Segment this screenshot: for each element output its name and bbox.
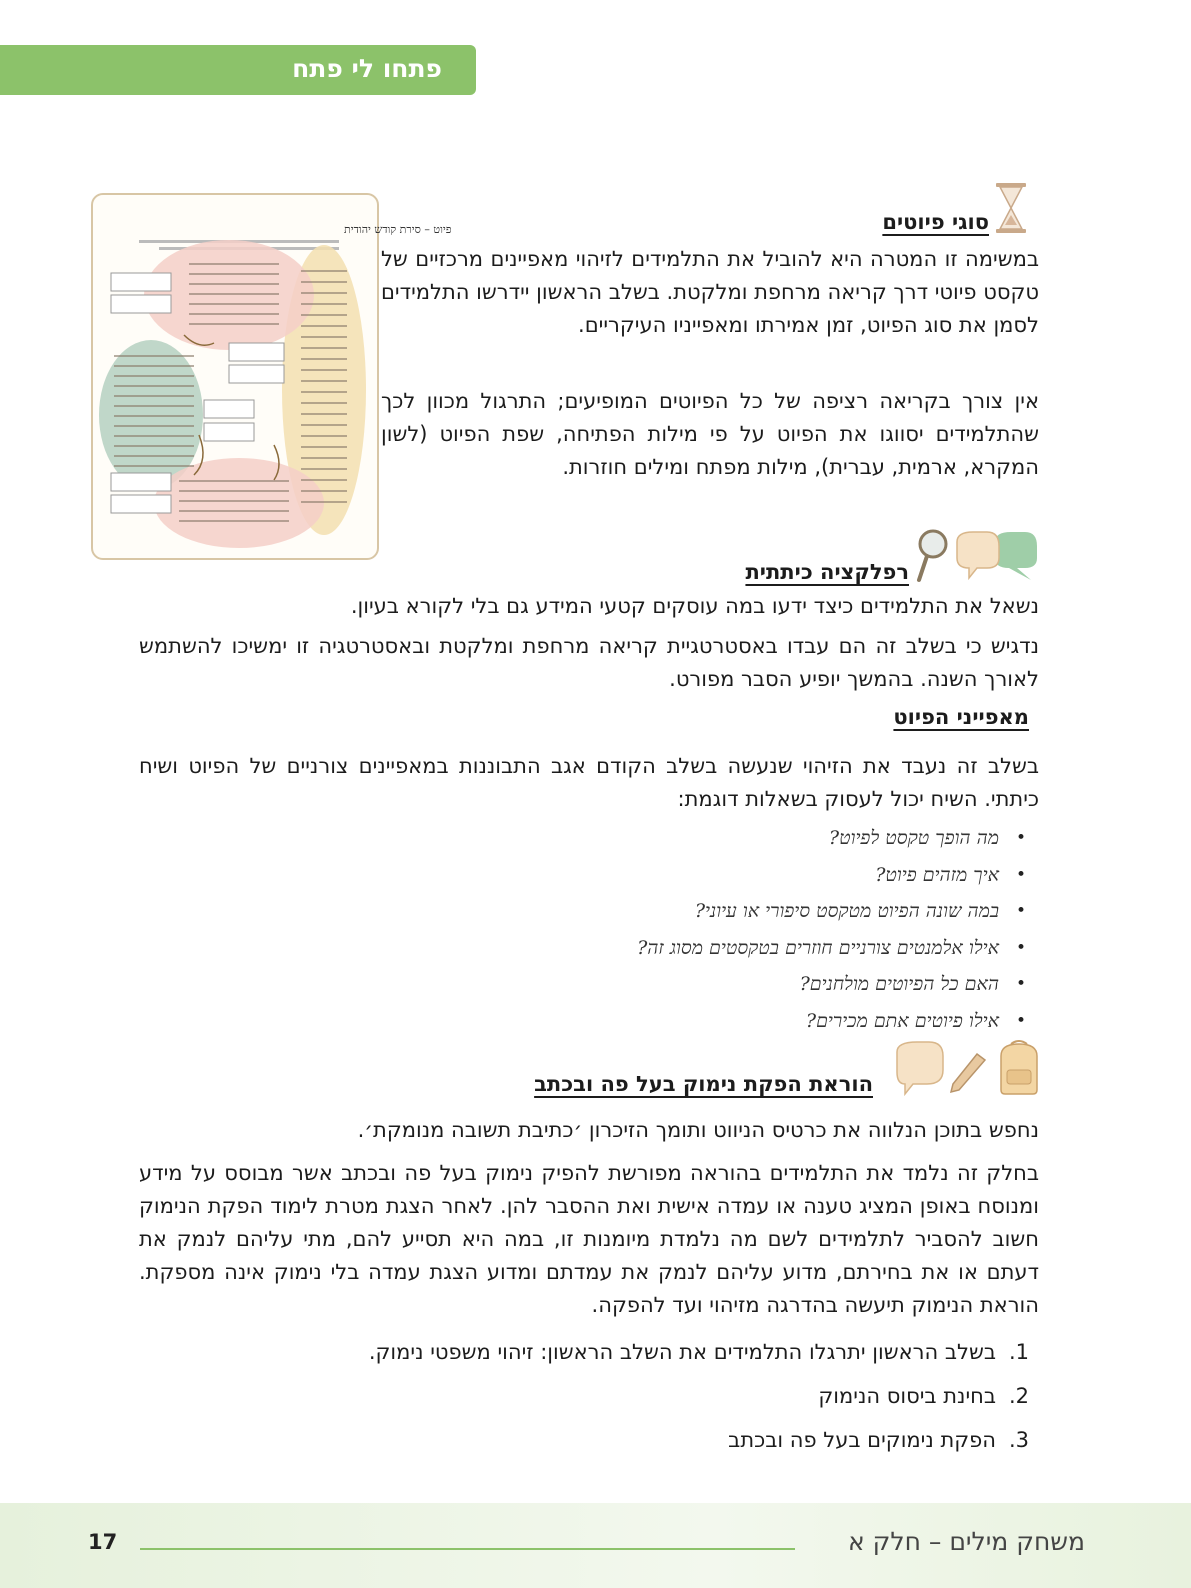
reflection-paragraph-2: נדגיש כי בשלב זה הם עבדו באסטרטגיית קריאה מרחפת ומלקטת ובאסטרטגיה זו ימשיכו להשתמש לאורך השנה. בהמשך יופיע הסבר מפורט. xyxy=(139,634,1039,691)
section-title-features: מאפייני הפיוט xyxy=(893,705,1029,729)
section-header-types xyxy=(882,182,1029,234)
speech-bubble-icon xyxy=(897,1042,943,1094)
reasoning-steps-list xyxy=(369,1336,1029,1468)
pencil-icon xyxy=(951,1054,985,1092)
hourglass-icon xyxy=(993,182,1029,234)
section-title-reasoning: הוראת הפקת נימוק בעל פה ובכתב xyxy=(534,1072,873,1096)
backpack-icon xyxy=(1001,1041,1037,1094)
worksheet-illustration xyxy=(89,195,452,562)
types-paragraph-1: במשימה זו המטרה היא להוביל את התלמידים לזיהוי מאפיינים מרכזיים של טקסט פיוטי דרך קריאה מרחפת ומלקטת. בשלב הראשון יידרשו התלמידים לסמן את סוג הפיוט, זמן אמירתו ומאפייניו העיקריים. xyxy=(380,247,1039,337)
section-header-features xyxy=(893,705,1029,729)
reasoning-icons xyxy=(877,1040,1039,1096)
step-number: 1. xyxy=(1008,1340,1029,1364)
question-item: • אילו פיוטים אתם מכירים? xyxy=(526,1005,1026,1042)
reasoning-paragraph-1: נחפש בתוכן הנלווה את כרטיס הניווט ותומך הזיכרון ׳כתיבת תשובה מנומקת׳. xyxy=(357,1118,1039,1142)
page-footer xyxy=(0,1503,1191,1588)
chapter-tab xyxy=(0,45,476,95)
step-item xyxy=(369,1336,1029,1380)
worksheet-thumbnail xyxy=(91,193,452,560)
step-number: 3. xyxy=(1008,1428,1029,1452)
speech-bubble-icon xyxy=(957,532,1037,580)
step-text: בחינת ביסוס הנימוק xyxy=(818,1384,996,1408)
section-title-types: סוגי פיוטים xyxy=(882,210,989,234)
reasoning-paragraph-2: בחלק זה נלמד את התלמידים בהוראה מפורשת להפיק נימוק בעל פה ובכתב אשר מבוסס על מידע ומנוסח באופן המציג טענה או עמדה אישית ואת ההסבר להן. לאחר הצגת מטרת לימוד הפקת הנימוק חשוב להסביר לתלמידים לשם מה נלמדת מיומנות זו, במה היא תסייע להם, מתי עליהם לנמק את דעתם או את בחירתם, מדוע עליהם לנמק את עמדתם ומדוע הצגת עמדה בלי נימוק אינה מספקת. הוראת הנימוק תיעשה בהדרגה מזיהוי ועד להפקה. xyxy=(139,1161,1039,1317)
section-header-reasoning xyxy=(534,1040,1039,1096)
question-item: • האם כל הפיוטים מולחנים? xyxy=(526,968,1026,1005)
question-item: • אילו אלמנטים צורניים חוזרים בטקסטים מסוג זה? xyxy=(526,932,1026,969)
step-text: בשלב הראשון יתרגלו התלמידים את השלב הראשון: זיהוי משפטי נימוק. xyxy=(368,1340,996,1364)
magnifier-icon xyxy=(919,531,946,580)
section-header-reflection xyxy=(745,528,1039,584)
types-paragraph-2: אין צורך בקריאה רציפה של כל הפיוטים המופיעים; התרגול מכוון לכך שהתלמידים יסווגו את הפיוט על פי מילות הפתיחה, שפת הפיוט (לשון המקרא, ארמית, עברית), מילות מפתח ומילים חוזרות. xyxy=(381,389,1039,479)
question-item: • במה שונה הפיוט מטקסט סיפורי או עיוני? xyxy=(526,895,1026,932)
reflection-icons xyxy=(913,528,1039,584)
features-paragraph: בשלב זה נעבד את הזיהוי שנעשה בשלב הקודם אגב התבוננות במאפיינים צורניים של הפיוט ושיח כיתתי. השיח יכול לעסוק בשאלות דוגמת: xyxy=(139,754,1039,811)
worksheet-title: פיוט – סירת קודש יהודית xyxy=(344,223,452,236)
question-item: • מה הופך טקסט לפיוט? xyxy=(526,822,1026,859)
step-text: הפקת נימוקים בעל פה ובכתב xyxy=(728,1428,996,1452)
book-title: משחק מילים – חלק א xyxy=(848,1527,1085,1556)
step-item xyxy=(369,1380,1029,1424)
step-item xyxy=(369,1424,1029,1468)
footer-divider xyxy=(140,1548,795,1550)
chapter-tab-label: פתחו לי פתח xyxy=(292,54,442,83)
question-item: • איך מזהים פיוט? xyxy=(526,859,1026,896)
section-title-reflection: רפלקציה כיתתית xyxy=(745,560,909,584)
reflection-paragraph-1: נשאל את התלמידים כיצד ידעו במה עוסקים קטעי המידע גם בלי לקורא בעיון. xyxy=(350,594,1039,618)
step-number: 2. xyxy=(1008,1384,1029,1408)
page-number: 17 xyxy=(88,1530,118,1554)
features-questions-list xyxy=(526,822,1026,1041)
